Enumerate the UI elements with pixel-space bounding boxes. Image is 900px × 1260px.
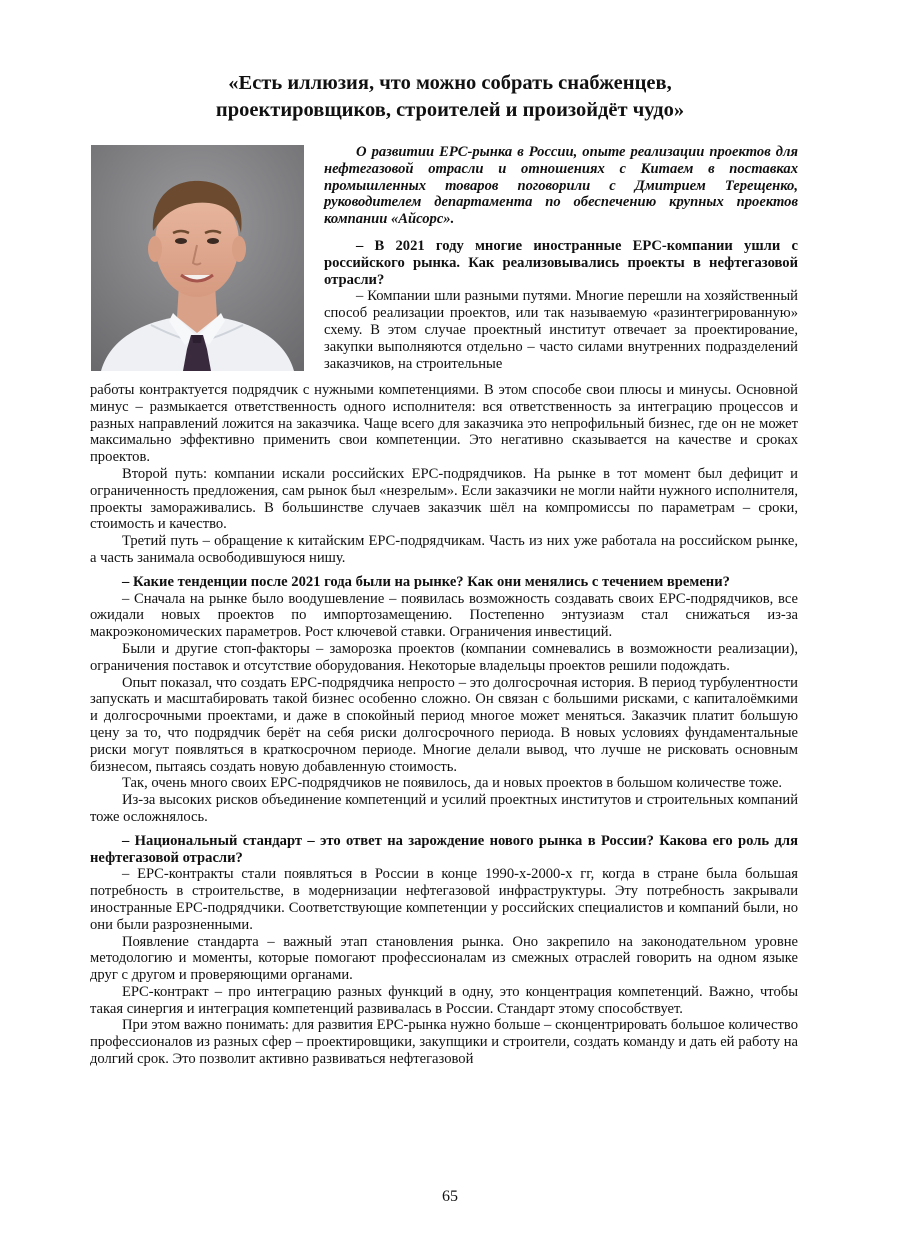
answer-3-paragraph-2: Появление стандарта – важный этап становления рынка. Оно закрепило на законодательном уровне методологию и моменты, которые помогают профессионалам из смежных отраслей говорить на одном языке друг с другом и проверяющими органами. <box>90 933 798 984</box>
answer-2-paragraph-1: – Сначала на рынке было воодушевление – появилась возможность создавать своих EPC-подрядчиков, все ожидали новых проектов по импортозамещению. Постепенно энтузиазм стал снижаться из-за макроэкономических параметров. Рост ключевой ставки. Ограничения инвестиций. <box>90 590 798 641</box>
portrait-photo <box>91 145 304 371</box>
question-1: – В 2021 году многие иностранные EPC-компании ушли с российского рынка. Как реализовывались проекты в нефтегазовой отрасли? <box>324 238 798 288</box>
answer-1-paragraph-3: Третий путь – обращение к китайским EPC-подрядчикам. Часть из них уже работала на российском рынке, а часть занимала освободившуюся нишу. <box>90 533 798 566</box>
answer-2-paragraph-5: Из-за высоких рисков объединение компетенций и усилий проектных институтов и строительных компаний тоже осложнялось. <box>90 792 798 825</box>
question-3: – Национальный стандарт – это ответ на зарождение нового рынка в России? Какова его роль для нефтегазовой отрасли? <box>90 832 798 866</box>
answer-3-paragraph-3: EPC-контракт – про интеграцию разных функций в одну, это концентрация компетенций. Важно, чтобы такая синергия и интеграция компетенций развивалась в России. Стандарт этому способствует. <box>90 983 798 1017</box>
article-title-line-2: проектировщиков, строителей и произойдёт чудо» <box>215 99 685 121</box>
article-title-line-1: «Есть иллюзия, что можно собрать снабженцев, <box>228 72 672 94</box>
portrait-illustration <box>91 145 304 371</box>
answer-2-paragraph-2: Были и другие стоп-факторы – заморозка проектов (компании сомневались в возможности реализации), ограничения поставок и отсутствие оборудования. Некоторые владельцы проектов решили подождать. <box>90 640 798 674</box>
answer-2-paragraph-3: Опыт показал, что создать EPC-подрядчика непросто – это долгосрочная история. В период турбулентности запускать и масштабировать такой бизнес особенно сложно. Он связан с большими рисками, с капиталоёмкими и долгосрочными проектами, и даже в спокойный период многое может меняться. Заказчик платит большую цену за то, что подрядчик берёт на себя риски долгосрочного периода. В новых условиях фундаментальные риски могут появляться в краткосрочном периоде. Многие делали вывод, что лучше не рисковать основным бизнесом, пытаясь создать новую добавленную стоимость. <box>90 674 798 775</box>
page-number: 65 <box>442 1188 458 1205</box>
article-lead: О развитии EPC-рынка в России, опыте реализации проектов для нефтегазовой отрасли и отношениях с Китаем в поставках промышленных товаров поговорили с Дмитрием Терещенко, руководителем департамента по обеспечению крупных проектов компании «Айсорс». <box>324 144 798 228</box>
answer-1-start: – Компании шли разными путями. Многие перешли на хозяйственный способ реализации проектов, или так называемую «разинтегрированную» схему. В этом случае проектный институт отвечает за проектирование, закупки выполняются отдельно – часто силами внутренних подразделений заказчиков, на строительные <box>324 288 798 372</box>
answer-3-paragraph-4: При этом важно понимать: для развития EPC-рынка нужно больше – сконцентрировать большое количество профессионалов из разных сфер – проектировщики, закупщики и строители, создать команду и дать ей работу на долгий срок. Это позволит активно развиваться нефтегазовой <box>90 1017 798 1068</box>
answer-2-paragraph-4: Так, очень много своих EPC-подрядчиков не появилось, да и новых проектов в большом количестве тоже. <box>122 775 783 792</box>
article-title <box>90 70 810 124</box>
answer-1-paragraph-2: Второй путь: компании искали российских EPC-подрядчиков. На рынке в тот момент был дефицит и ограниченность предложения, сам рынок был «незрелым». Если заказчики не могли найти нужного исполнителя, проекты замораживались. В большинстве случаев заказчик шёл на компромиссы по параметрам – сроки, стоимость и качество. <box>90 465 798 533</box>
question-2: – Какие тенденции после 2021 года были на рынке? Как они менялись с течением времени? <box>122 573 730 590</box>
article-body <box>90 382 798 1068</box>
answer-1-continued: работы контрактуется подрядчик с нужными компетенциями. В этом способе свои плюсы и минусы. Основной минус – размыкается ответственность одного исполнителя: вся ответственность за интеграцию процессов и разных направлений ложится на заказчика. Чаще всего для заказчика это непрофильный бизнес, где он не может максимально эффективно применить свои компетенции. Это негативно сказывается на качестве и сроках проектов. <box>90 382 798 466</box>
text-beside-photo <box>324 238 798 372</box>
answer-3-paragraph-1: – EPC-контракты стали появляться в России в конце 1990-х-2000-х гг, когда в стране была большая потребность в строительстве, в модернизации нефтегазовой инфраструктуры. Эту потребность закрывали иностранные EPC-подрядчики. Соответствующие компетенции у российских специалистов и компаний были, но они были разрозненными. <box>90 866 798 933</box>
